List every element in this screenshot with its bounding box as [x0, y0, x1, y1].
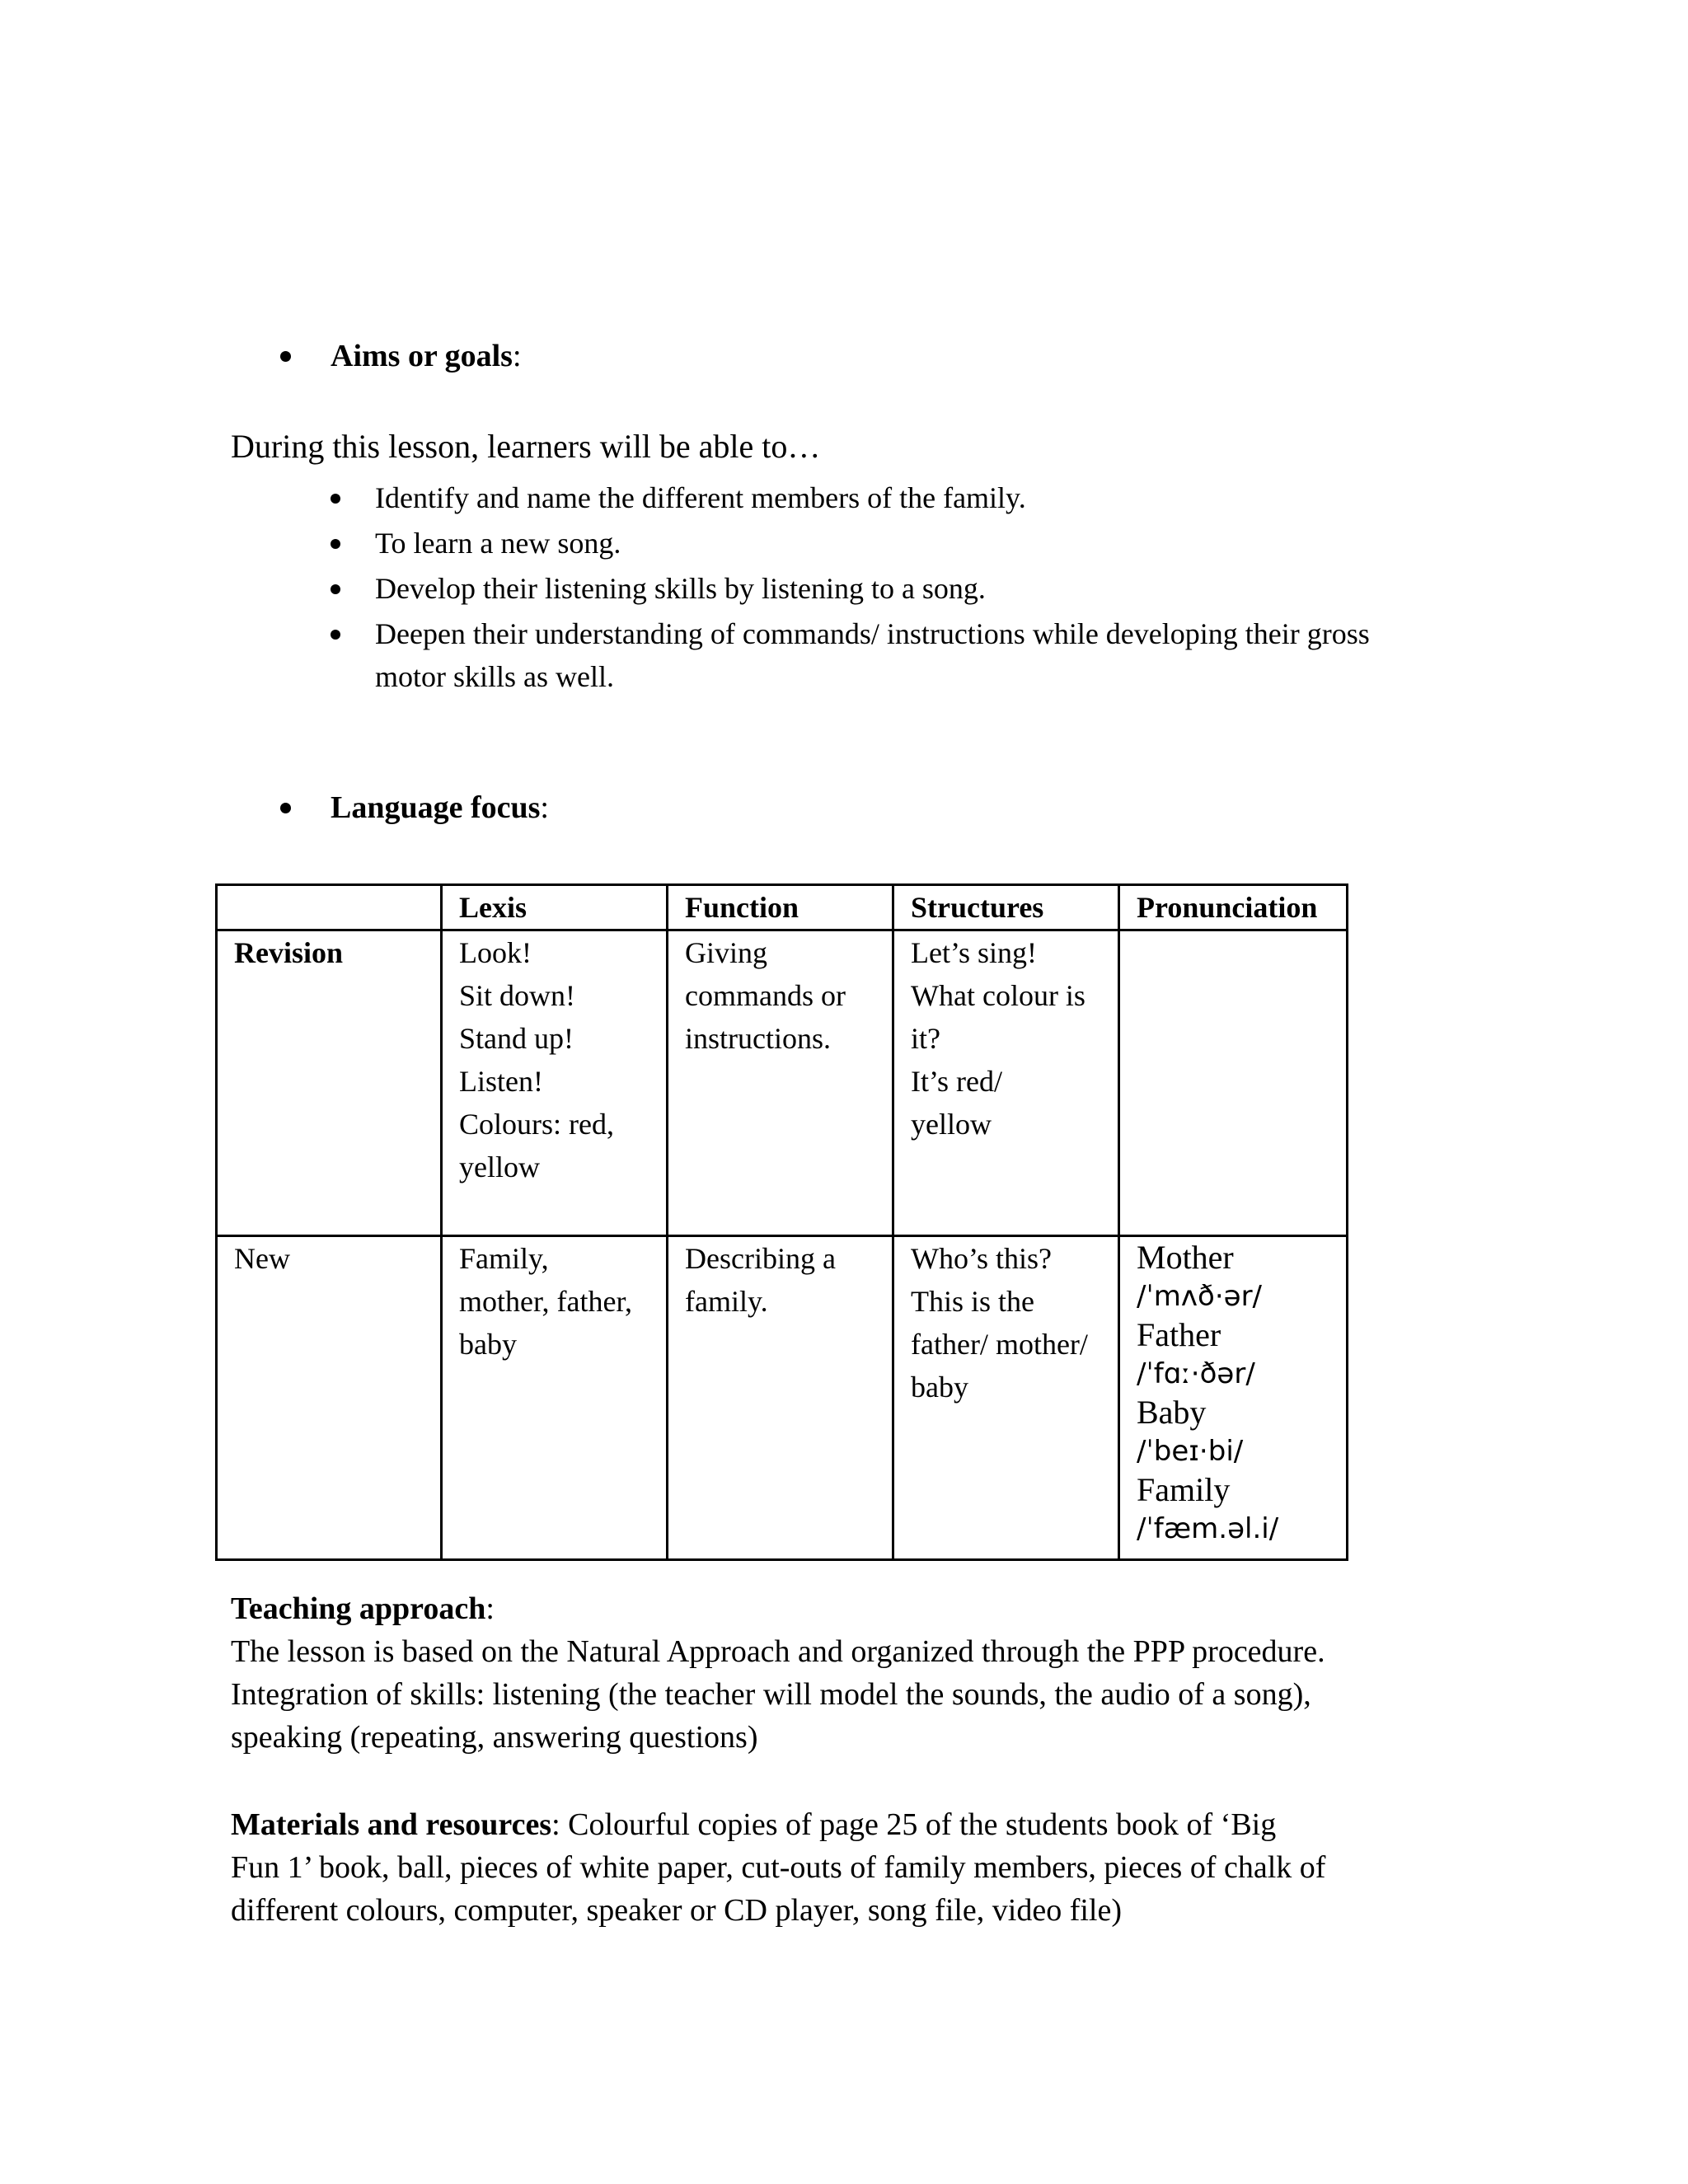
- table-row-new: [217, 1236, 1348, 1560]
- materials-heading-label: Materials and resources: [231, 1807, 552, 1842]
- materials-line1-text: : Colourful copies of page 25 of the students book of ‘Big: [551, 1807, 1277, 1842]
- aims-heading-colon: :: [512, 339, 522, 373]
- cell-line: Sit down!: [459, 979, 576, 1012]
- cell-line: commands or: [685, 979, 846, 1012]
- pronunciation-word: Father: [1137, 1316, 1221, 1353]
- lexis-cell: [442, 1236, 668, 1560]
- row-label: New: [217, 1236, 442, 1560]
- function-cell: [668, 1236, 893, 1560]
- teaching-approach-heading-colon: :: [485, 1591, 495, 1626]
- table-header-row: [217, 885, 1348, 930]
- cell-line: This is the: [911, 1285, 1034, 1318]
- cell-line: baby: [911, 1371, 968, 1404]
- row-label: Revision: [217, 930, 442, 1236]
- aims-intro: During this lesson, learners will be able to…: [231, 428, 821, 465]
- pronunciation-word: Family: [1137, 1471, 1231, 1508]
- paragraph-line: Fun 1’ book, ball, pieces of white paper, cut-outs of family members, pieces of chalk of: [231, 1850, 1326, 1885]
- language-focus-heading-label: Language focus: [331, 790, 541, 825]
- structures-cell: [893, 930, 1119, 1236]
- aims-list-item: [326, 522, 1430, 565]
- pronunciation-ipa: /ˈfæm.əl.i/: [1137, 1512, 1279, 1545]
- aims-list-item: [326, 476, 1430, 519]
- cell-line: It’s red/: [911, 1065, 1002, 1098]
- aims-item-text: Deepen their understanding of commands/ instructions while developing their gross motor skills as well.: [375, 617, 1370, 693]
- bullet-icon: [331, 539, 340, 549]
- function-cell: [668, 930, 893, 1236]
- teaching-approach-section: [231, 1587, 1401, 1759]
- pronunciation-cell: [1119, 1236, 1348, 1560]
- paragraph-line: different colours, computer, speaker or CD player, song file, video file): [231, 1893, 1123, 1928]
- table-header-cell: Lexis: [442, 885, 668, 930]
- cell-line: Giving: [685, 936, 768, 969]
- table-header-cell: Function: [668, 885, 893, 930]
- cell-line: Stand up!: [459, 1022, 574, 1055]
- cell-line: baby: [459, 1328, 517, 1361]
- bullet-icon: [331, 584, 340, 594]
- paragraph-line: The lesson is based on the Natural Approach and organized through the PPP procedure.: [231, 1634, 1325, 1669]
- pronunciation-ipa: /ˈmʌð·ər/: [1137, 1280, 1263, 1313]
- table-header-cell: Structures: [893, 885, 1119, 930]
- cell-line: Who’s this?: [911, 1242, 1052, 1275]
- structures-cell: [893, 1236, 1119, 1560]
- cell-line: Colours: red,: [459, 1108, 614, 1141]
- aims-list: [326, 476, 1430, 701]
- aims-list-item: [326, 567, 1430, 610]
- pronunciation-word: Baby: [1137, 1394, 1207, 1431]
- teaching-approach-heading: [231, 1587, 1401, 1630]
- pronunciation-ipa: /ˈfɑː·ðər/: [1137, 1357, 1255, 1390]
- cell-line: What colour is: [911, 979, 1085, 1012]
- table-header-cell: Pronunciation: [1119, 885, 1348, 930]
- cell-line: it?: [911, 1022, 940, 1055]
- bullet-icon: [280, 351, 291, 362]
- cell-line: instructions.: [685, 1022, 831, 1055]
- pronunciation-ipa: /ˈbeɪ·bi/: [1137, 1435, 1244, 1468]
- cell-line: family.: [685, 1285, 768, 1318]
- cell-line: Describing a: [685, 1242, 836, 1275]
- cell-line: mother, father,: [459, 1285, 633, 1318]
- cell-line: Listen!: [459, 1065, 543, 1098]
- aims-item-text: Develop their listening skills by listening to a song.: [375, 572, 986, 605]
- materials-section: [231, 1803, 1401, 1932]
- lexis-cell: [442, 930, 668, 1236]
- cell-line: yellow: [459, 1151, 540, 1183]
- bullet-icon: [331, 494, 340, 504]
- teaching-approach-heading-label: Teaching approach: [231, 1591, 486, 1626]
- cell-line: father/ mother/: [911, 1328, 1088, 1361]
- aims-item-text: To learn a new song.: [375, 527, 621, 560]
- language-focus-heading-colon: :: [540, 790, 549, 825]
- aims-list-item: [326, 612, 1430, 698]
- cell-line: Family,: [459, 1242, 549, 1275]
- table-row-revision: [217, 930, 1348, 1236]
- pronunciation-word: Mother: [1137, 1239, 1234, 1276]
- aims-item-text: Identify and name the different members of the family.: [375, 481, 1026, 514]
- bullet-icon: [280, 803, 291, 813]
- cell-line: yellow: [911, 1108, 992, 1141]
- pronunciation-cell: [1119, 930, 1348, 1236]
- table-header-cell: [217, 885, 442, 930]
- cell-line: Look!: [459, 936, 532, 969]
- materials-first-line: [231, 1803, 1401, 1846]
- cell-line: Let’s sing!: [911, 936, 1037, 969]
- aims-heading-label: Aims or goals: [331, 339, 513, 373]
- language-focus-table: [215, 883, 1348, 1561]
- paragraph-line: Integration of skills: listening (the teacher will model the sounds, the audio of a song),: [231, 1677, 1311, 1712]
- bullet-icon: [331, 630, 340, 640]
- paragraph-line: speaking (repeating, answering questions): [231, 1720, 758, 1755]
